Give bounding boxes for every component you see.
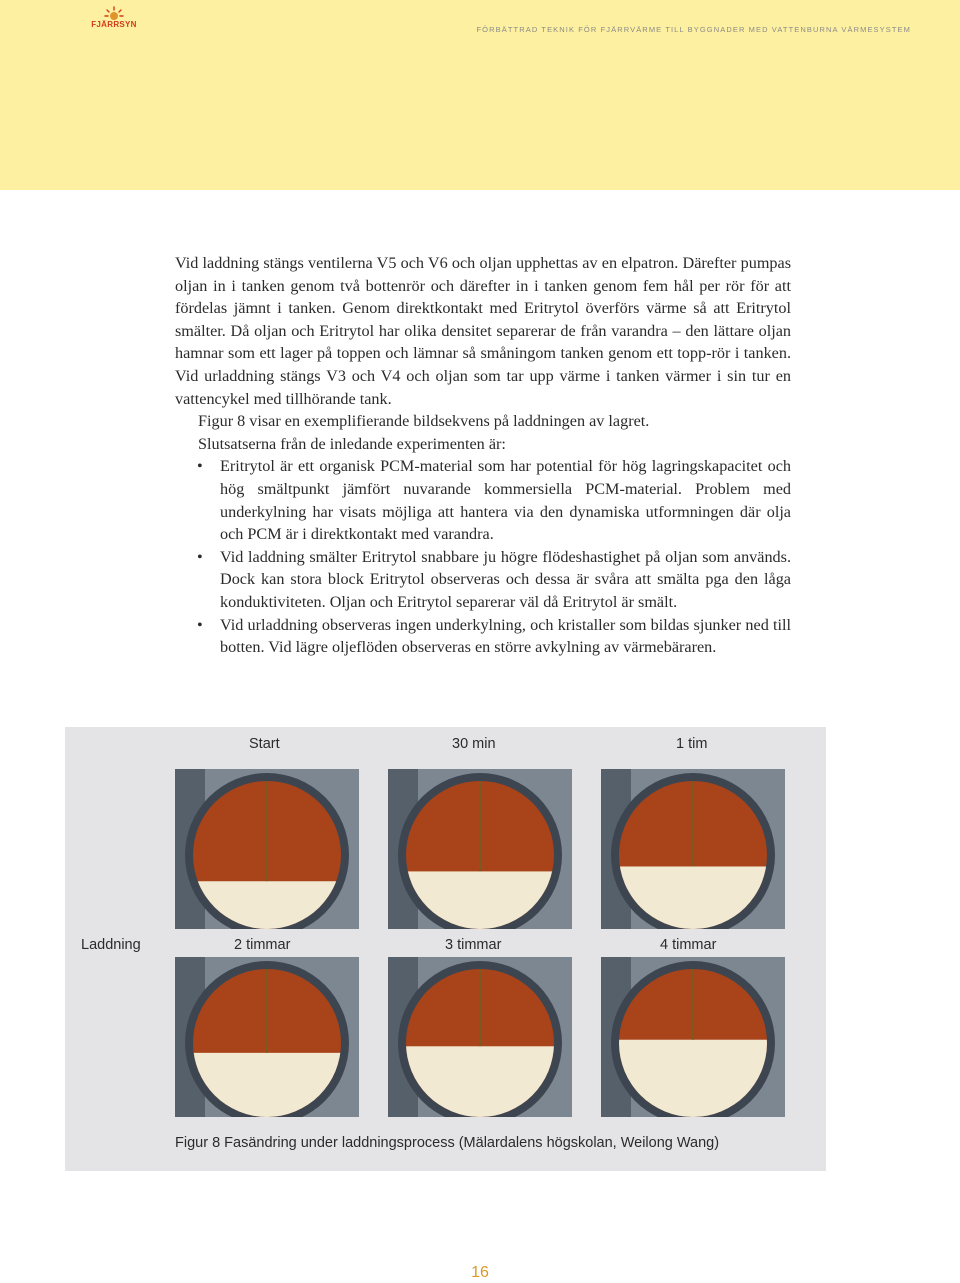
- photo-label-2-timmar: 2 timmar: [234, 937, 291, 953]
- tank-photo: [388, 957, 572, 1117]
- tank-photo: [601, 769, 785, 929]
- figure-8: [65, 727, 826, 1171]
- running-head: FÖRBÄTTRAD TEKNIK FÖR FJÄRRVÄRME TILL BYGGNADER MED VATTENBURNA VÄRMESYSTEM: [476, 25, 911, 34]
- list-item: • Vid urladdning observeras ingen underkylning, och kristaller som bildas sjunker ned till botten. Vid lägre oljeflöden observeras en större avkylning av värmebäraren.: [220, 614, 791, 659]
- photo-label-4-timmar: 4 timmar: [660, 937, 717, 953]
- paragraph-1: Vid laddning stängs ventilerna V5 och V6 och oljan upphettas av en elpatron. Därefter pumpas oljan in i tanken genom två bottenrör och därefter in i tanken genom fem hål per rör för att fördelas jämnt i tanken. Genom direktkontakt med Eritrytol överförs värme så att Eritrytol smälter. Då oljan och Eritrytol har olika densitet separerar de från varandra – den lättare oljan hamnar som ett lager på toppen och lämnar så småningom tanken genom ett topp-rör i tanken. Vid urladdning stängs V3 och V4 och oljan som tar upp värme i tanken värmer i sin tur en vattencykel med tillhörande tank.: [175, 254, 791, 408]
- sun-logo-icon: [104, 6, 124, 20]
- page-number: 16: [471, 1264, 489, 1281]
- figure-caption: Figur 8 Fasändring under laddningsprocess (Mälardalens högskolan, Weilong Wang): [175, 1135, 720, 1151]
- conclusion-list: [175, 455, 791, 658]
- paragraph-3: Slutsatserna från de inledande experimenten är:: [198, 434, 506, 453]
- paragraph-2: Figur 8 visar en exemplifierande bildsekvens på laddningen av lagret.: [198, 412, 650, 431]
- tank-svg: [601, 957, 785, 1117]
- logo-text: FJÄRRSYN: [91, 20, 137, 29]
- tank-svg: [175, 769, 359, 929]
- tank-svg: [388, 957, 572, 1117]
- photo-label-start: Start: [249, 736, 280, 752]
- tank-photo: [601, 957, 785, 1117]
- photo-label-1-tim: 1 tim: [676, 736, 708, 752]
- photo-label-3-timmar: 3 timmar: [445, 937, 502, 953]
- tank-svg: [175, 957, 359, 1117]
- tank-photo: [388, 769, 572, 929]
- header-band: [0, 0, 960, 190]
- body-text: [175, 252, 791, 659]
- tank-photo: [175, 769, 359, 929]
- photo-label-30-min: 30 min: [452, 736, 496, 752]
- tank-svg: [388, 769, 572, 929]
- list-item: • Eritrytol är ett organisk PCM-material som har potential för hög lagringskapacitet och hög smältpunkt jämfört nuvarande kommersiella PCM-material. Problem med underkylning har visats möjliga att hantera via den dynamiska utformningen där olja och PCM är i direktkontakt med varandra.: [220, 455, 791, 545]
- tank-photo: [175, 957, 359, 1117]
- fjarrsyn-logo: [88, 6, 140, 30]
- laddning-label: Laddning: [81, 937, 141, 953]
- tank-svg: [601, 769, 785, 929]
- list-item: • Vid laddning smälter Eritrytol snabbare ju högre flödeshastighet på oljan som används. Dock kan stora block Eritrytol observeras och dessa är svåra att smälta pga den låga konduktiviteten. Oljan och Eritrytol separerar väl då Eritrytol är smält.: [220, 546, 791, 614]
